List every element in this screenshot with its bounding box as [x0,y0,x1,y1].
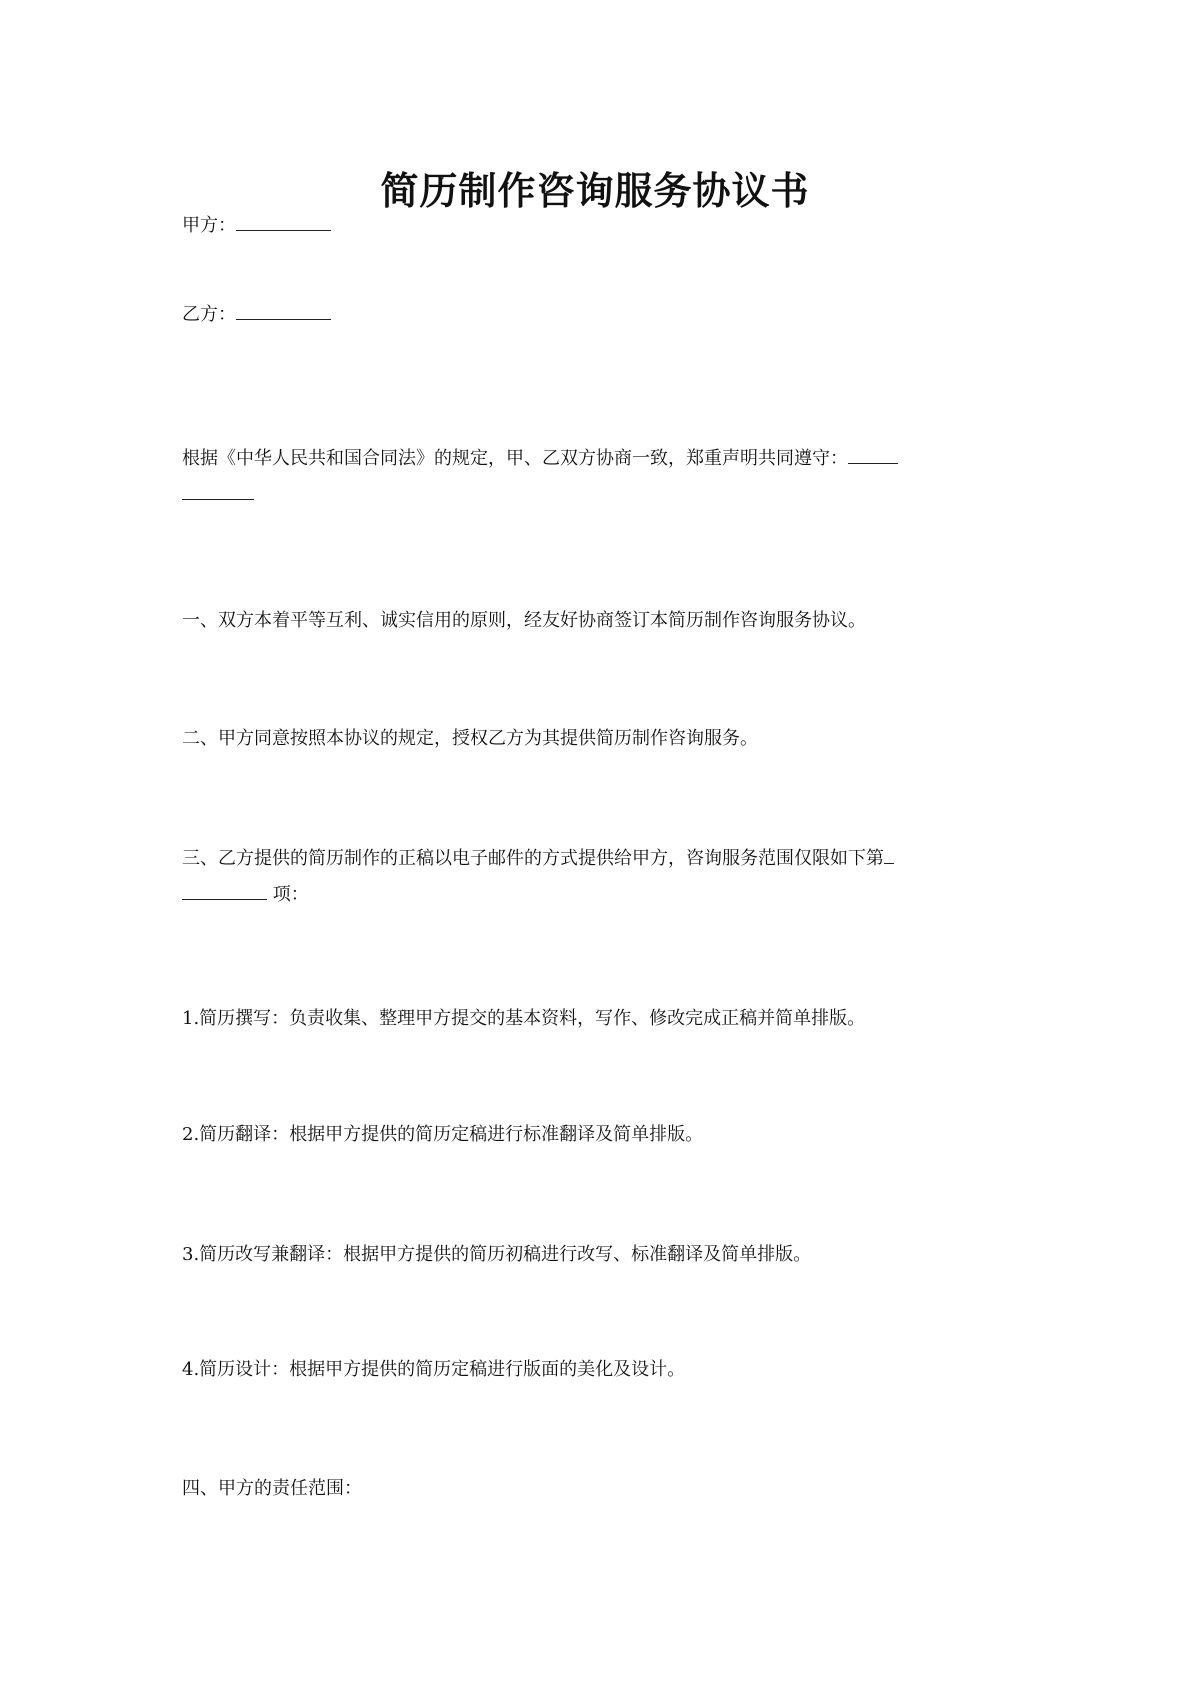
clause-3-text: 三、乙方提供的简历制作的正稿以电子邮件的方式提供给甲方，咨询服务范围仅限如下第 [182,848,884,869]
clause-3-suffix: 项： [267,884,309,905]
clause-3-line-1 [182,841,1022,877]
service-item-4: 4.简历设计：根据甲方提供的简历定稿进行版面的美化及设计。 [182,1359,686,1380]
party-b-line [182,297,1022,333]
clause-3-line-2 [182,877,1022,913]
party-a-label: 甲方： [182,215,236,236]
clause-2: 二、甲方同意按照本协议的规定，授权乙方为其提供简历制作咨询服务。 [182,728,758,749]
party-a-line [182,208,1022,244]
document-title: 简历制作咨询服务协议书 [380,169,810,213]
clause-3-blank-1[interactable] [884,845,894,864]
service-item-3: 3.简历改写兼翻译：根据甲方提供的简历初稿进行改写、标准翻译及简单排版。 [182,1244,812,1265]
clause-4: 四、甲方的责任范围： [182,1478,362,1499]
preamble-line-1 [182,441,1022,477]
service-item-1: 1.简历撰写：负责收集、整理甲方提交的基本资料，写作、修改完成正稿并简单排版。 [182,1008,866,1029]
party-a-blank[interactable] [236,212,331,231]
party-b-blank[interactable] [236,301,331,320]
party-b-label: 乙方： [182,304,236,325]
preamble-text: 根据《中华人民共和国合同法》的规定，甲、乙双方协商一致，郑重声明共同遵守： [182,448,848,469]
preamble-blank-1[interactable] [848,445,898,464]
clause-1: 一、双方本着平等互利、诚实信用的原则，经友好协商签订本简历制作咨询服务协议。 [182,610,866,631]
service-item-2: 2.简历翻译：根据甲方提供的简历定稿进行标准翻译及简单排版。 [182,1124,704,1145]
preamble-blank-2[interactable] [182,481,254,500]
preamble-line-2 [182,477,1022,513]
clause-3-blank-2[interactable] [182,881,267,900]
